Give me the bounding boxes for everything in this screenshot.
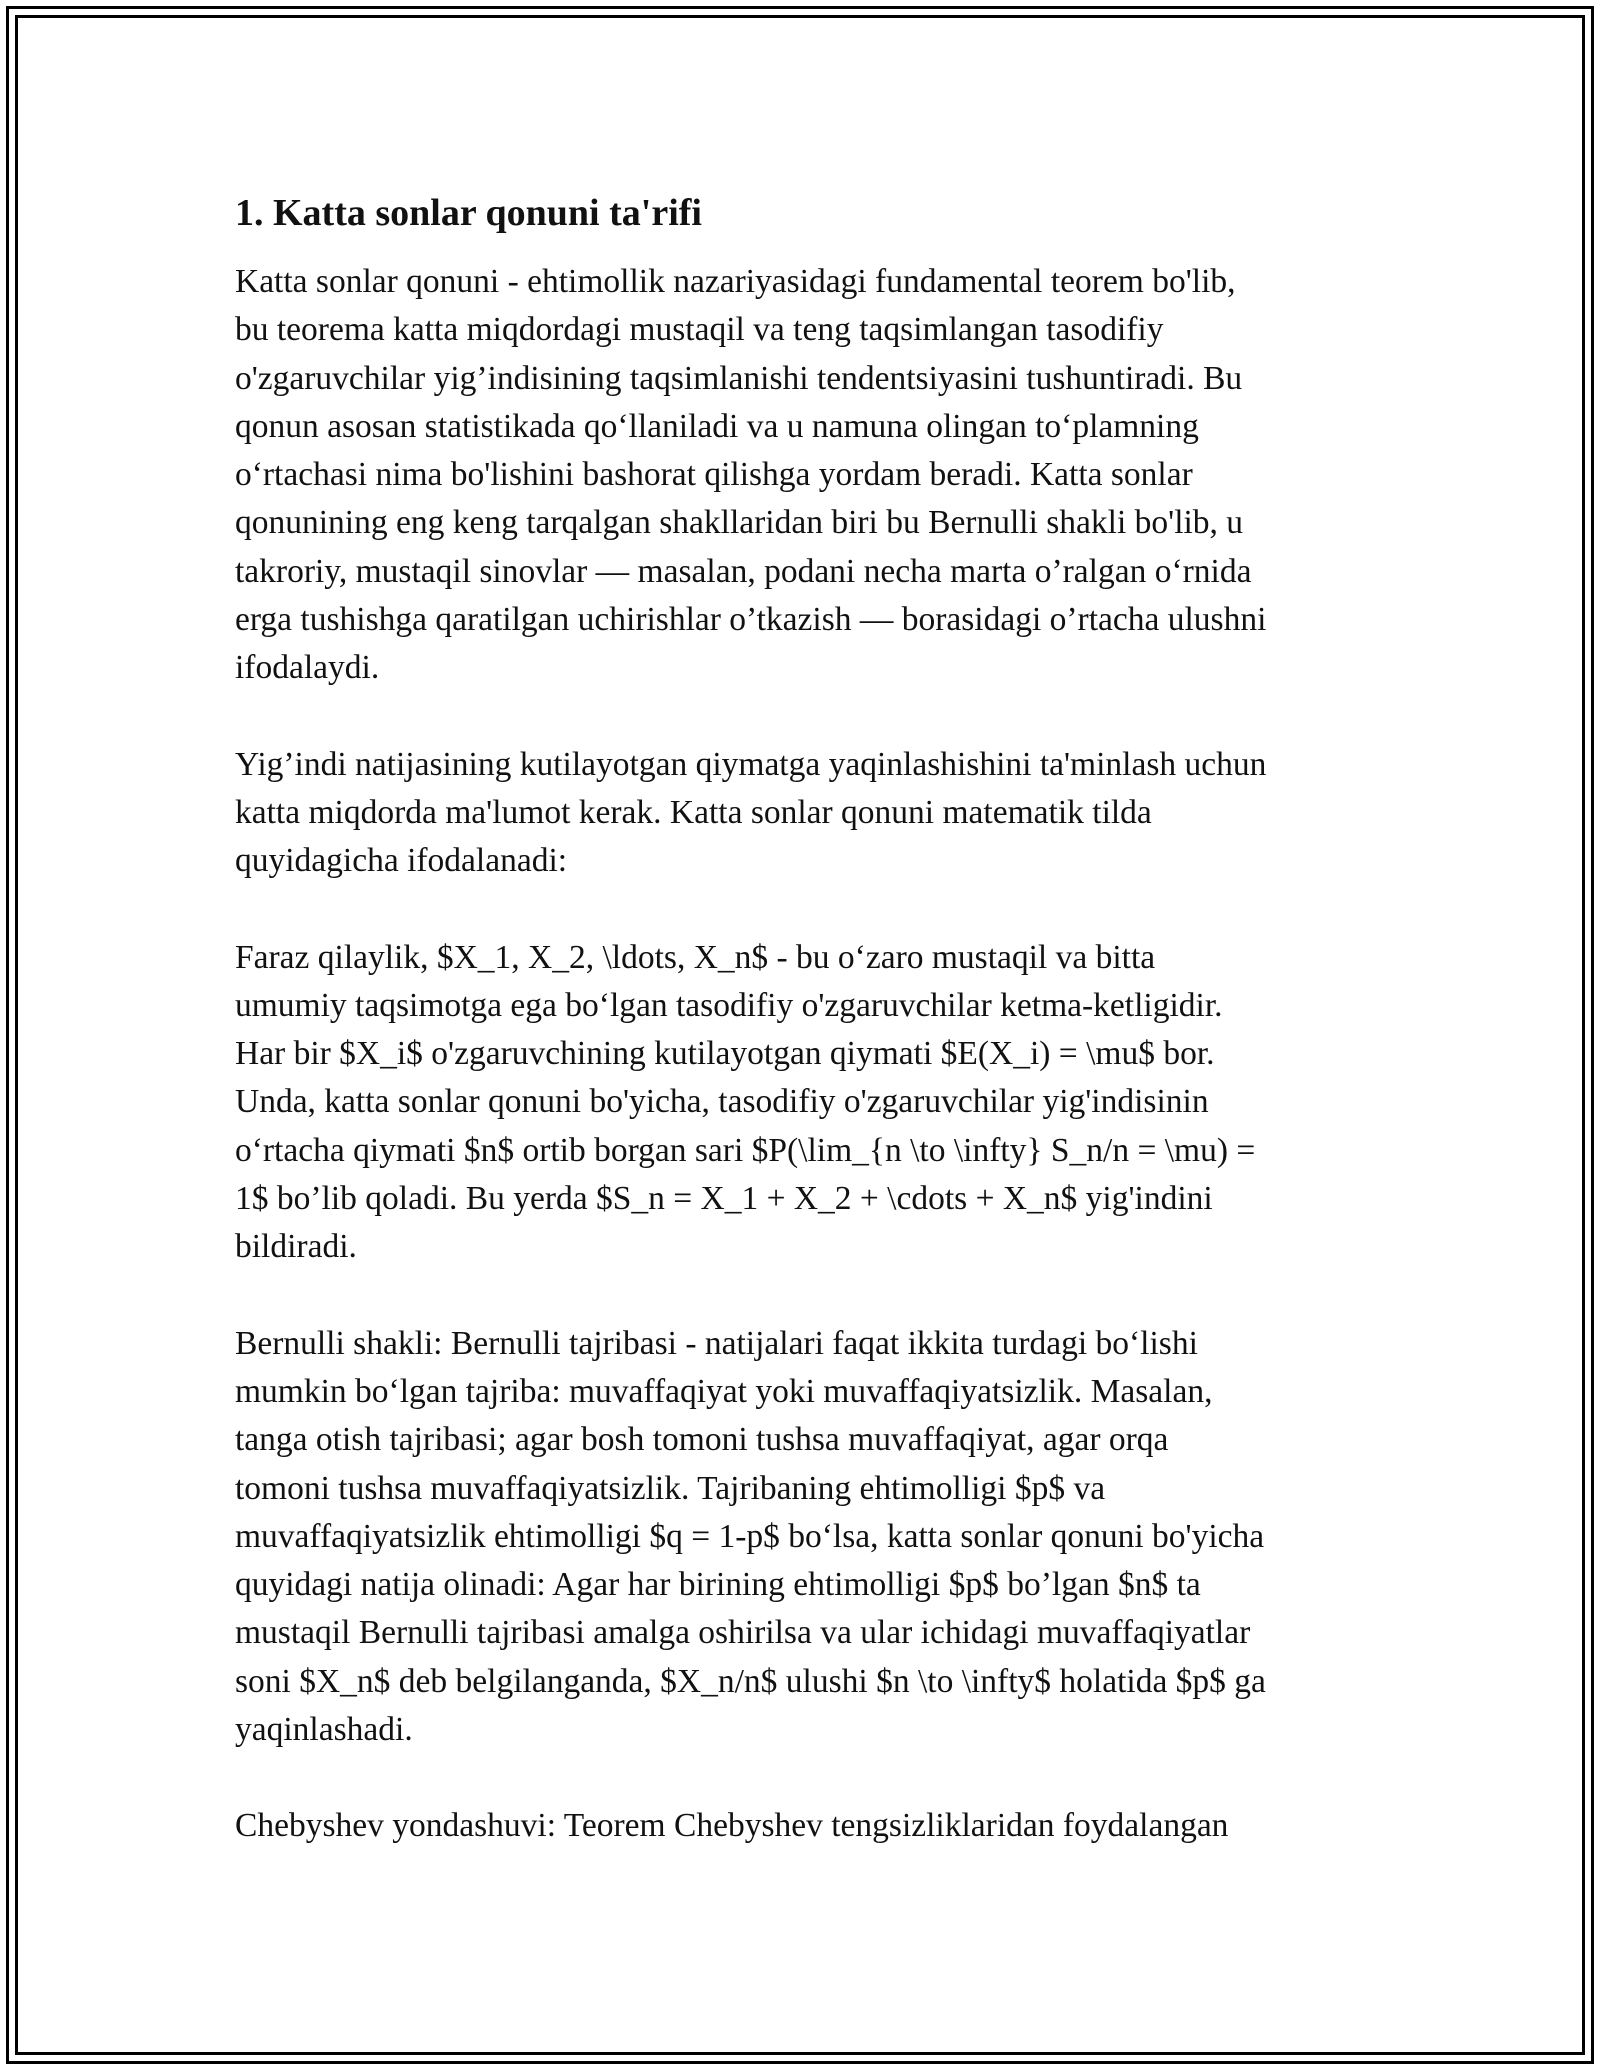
text-line: qonunining eng keng tarqalgan shakllaridan biri bu Bernulli shakli bo'lib, u <box>235 504 1244 542</box>
text-line: mumkin bo‘lgan tajriba: muvaffaqiyat yoki muvaffaqiyatsizlik. Masalan, <box>235 1372 1213 1410</box>
paragraph-chebyshev <box>235 1802 1375 1850</box>
text-line: Unda, katta sonlar qonuni bo'yicha, tasodifiy o'zgaruvchilar yig'indisinin <box>235 1083 1209 1121</box>
text-line: yaqinlashadi. <box>235 1711 413 1749</box>
text-line: quyidagi natija olinadi: Agar har birining ehtimolligi $p$ bo’lgan $n$ ta <box>235 1566 1201 1604</box>
text-line: o‘rtacha qiymati $n$ ortib borgan sari $P(\lim_{n \to \infty} S_n/n = \mu) = <box>235 1131 1256 1169</box>
text-line: bu teorema katta miqdordagi mustaqil va teng taqsimlangan tasodifiy <box>235 311 1164 349</box>
paragraph-bernoulli <box>235 1320 1375 1755</box>
text-line: qonun asosan statistikada qo‘llaniladi va u namuna olingan to‘plamning <box>235 407 1199 445</box>
document-body <box>235 188 1375 1899</box>
text-line: mustaqil Bernulli tajribasi amalga oshirilsa va ular ichidagi muvaffaqiyatlar <box>235 1614 1251 1652</box>
text-line: muvaffaqiyatsizlik ehtimolligi $q = 1-p$ bo‘lsa, katta sonlar qonuni bo'yicha <box>235 1517 1265 1555</box>
text-line: Bernulli shakli: Bernulli tajribasi - natijalari faqat ikkita turdagi bo‘lishi <box>235 1324 1198 1362</box>
text-line: tanga otish tajribasi; agar bosh tomoni tushsa muvaffaqiyat, agar orqa <box>235 1421 1169 1459</box>
section-heading: 1. Katta sonlar qonuni ta'rifi <box>235 192 702 234</box>
text-line: 1$ bo’lib qoladi. Bu yerda $S_n = X_1 + X_2 + \cdots + X_n$ yig'indini <box>235 1180 1213 1218</box>
text-line: takroriy, mustaqil sinovlar — masalan, podani necha marta o’ralgan o‘rnida <box>235 552 1252 590</box>
paragraph-data-requirement <box>235 741 1375 886</box>
text-line: soni $X_n$ deb belgilanganda, $X_n/n$ ulushi $n \to \infty$ holatida $p$ ga <box>235 1662 1266 1700</box>
text-line: o'zgaruvchilar yig’indisining taqsimlanishi tendentsiyasini tushuntiradi. Bu <box>235 359 1243 397</box>
text-line: Har bir $X_i$ o'zgaruvchining kutilayotgan qiymati $E(X_i) = \mu$ bor. <box>235 1035 1215 1073</box>
text-line: Faraz qilaylik, $X_1, X_2, \ldots, X_n$ - bu o‘zaro mustaqil va bitta <box>235 938 1156 976</box>
text-line: o‘rtachasi nima bo'lishini bashorat qilishga yordam beradi. Katta sonlar <box>235 456 1193 494</box>
text-line: quyidagicha ifodalanadi: <box>235 842 568 880</box>
text-line: bildiradi. <box>235 1228 357 1266</box>
text-line: Chebyshev yondashuvi: Teorem Chebyshev tengsizliklaridan foydalangan <box>235 1807 1229 1845</box>
text-line: umumiy taqsimotga ega bo‘lgan tasodifiy o'zgaruvchilar ketma-ketligidir. <box>235 986 1223 1024</box>
text-line: Katta sonlar qonuni - ehtimollik nazariyasidagi fundamental teorem bo'lib, <box>235 263 1236 300</box>
text-line: Yig’indi natijasining kutilayotgan qiymatga yaqinlashishini ta'minlash uchun <box>235 745 1267 783</box>
text-line: erga tushishga qaratilgan uchirishlar o’tkazish — borasidagi o’rtacha ulushni <box>235 601 1267 639</box>
paragraph-formula <box>235 934 1375 1272</box>
text-line: tomoni tushsa muvaffaqiyatsizlik. Tajribaning ehtimolligi $p$ va <box>235 1469 1106 1507</box>
text-line: ifodalaydi. <box>235 649 380 687</box>
text-line: katta miqdorda ma'lumot kerak. Katta sonlar qonuni matematik tilda <box>235 793 1152 831</box>
paragraph-definition <box>235 258 1375 693</box>
